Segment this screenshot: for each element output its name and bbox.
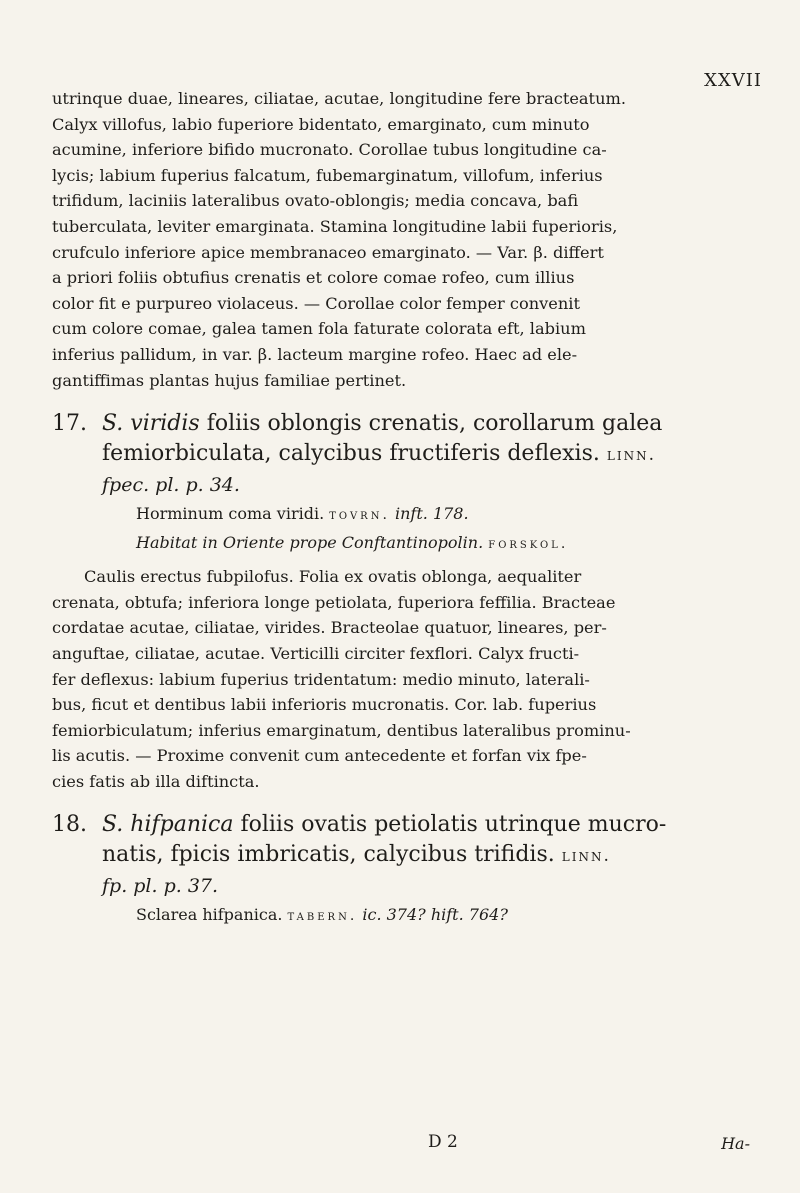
species-entry-18 bbox=[52, 810, 760, 930]
reference: fpec. pl. p. 34. bbox=[102, 474, 240, 497]
authority: linn. bbox=[561, 846, 611, 867]
text-line: color fit e purpureo violaceus. — Corollae color femper convenit bbox=[52, 293, 580, 313]
text-line: inferius pallidum, in var. β. lacteum margine rofeo. Haec ad ele- bbox=[52, 344, 578, 364]
synonym bbox=[52, 901, 760, 930]
text-line: a priori foliis obtufius crenatis et colore comae rofeo, cum illius bbox=[52, 268, 575, 288]
species-number: 17. bbox=[52, 411, 87, 437]
species-number: 18. bbox=[52, 812, 87, 838]
text-line: anguftae, ciliatae, acutae. Verticilli circiter fexflori. Calyx fructi- bbox=[52, 643, 580, 663]
authority: linn. bbox=[606, 445, 656, 466]
text-line: cum colore comae, galea tamen fola faturate colorata eft, labium bbox=[52, 319, 586, 339]
text-line: bus, ficut et dentibus labii inferioris mucronatis. Cor. lab. fuperius bbox=[52, 695, 597, 715]
text-line: trifidum, laciniis lateralibus ovato-oblongis; media concava, bafi bbox=[52, 191, 579, 211]
text-line: acumine, inferiore bifido mucronato. Corollae tubus longitudine ca- bbox=[52, 140, 607, 160]
diagnosis-line: foliis ovatis petiolatis utrinque mucro- bbox=[240, 812, 667, 838]
synonym bbox=[52, 500, 760, 529]
page-number: XXVII bbox=[704, 70, 762, 91]
catchword: Ha- bbox=[721, 1134, 750, 1153]
text-line: cordatae acutae, ciliatae, virides. Bracteolae quatuor, lineares, per- bbox=[52, 618, 607, 638]
synonym-reference: ic. 374? hift. 764? bbox=[362, 905, 508, 925]
habitat-author: forskol. bbox=[488, 536, 569, 553]
text-line: fer deflexus: labium fuperius tridentatum: medio minuto, laterali- bbox=[52, 669, 590, 689]
diagnosis-line: foliis oblongis crenatis, corollarum galea bbox=[206, 411, 663, 437]
text-line: lis acutis. — Proxime convenit cum antecedente et forfan vix fpe- bbox=[52, 746, 587, 766]
text-line: crufculo inferiore apice membranaceo emarginato. — Var. β. differt bbox=[52, 242, 604, 262]
text-line: Calyx villofus, labio fuperiore bidentato, emarginato, cum minuto bbox=[52, 114, 590, 134]
synonym-text: Sclarea hifpanica. bbox=[136, 905, 283, 925]
text-line: lycis; labium fuperius falcatum, fubemarginatum, villofum, inferius bbox=[52, 165, 603, 185]
synonym-author: tabern. bbox=[287, 908, 358, 925]
signature-mark: D 2 bbox=[428, 1132, 458, 1152]
species-diagnosis bbox=[52, 810, 760, 871]
text-line: gantiffimas plantas hujus familiae pertinet. bbox=[52, 370, 407, 390]
species-description bbox=[52, 564, 760, 794]
text-line: tuberculata, leviter emarginata. Stamina longitudine labii fuperioris, bbox=[52, 216, 618, 236]
text-line: cies fatis ab illa diftincta. bbox=[52, 771, 260, 791]
diagnosis-line: femiorbiculata, calycibus fructiferis deflexis. bbox=[102, 441, 600, 467]
diagnosis-line: natis, fpicis imbricatis, calycibus trifidis. bbox=[102, 842, 555, 868]
spacer bbox=[52, 393, 760, 409]
reference: fp. pl. p. 37. bbox=[102, 875, 219, 898]
synonym-author: tovrn. bbox=[329, 507, 390, 524]
species-name: S. hifpanica bbox=[102, 812, 234, 838]
synonym-text: Horminum coma viridi. bbox=[136, 504, 325, 524]
text-line: utrinque duae, lineares, ciliatae, acutae, longitudine fere bracteatum. bbox=[52, 89, 626, 108]
species-diagnosis bbox=[52, 409, 760, 470]
intro-paragraph bbox=[52, 86, 760, 393]
species-entry-17 bbox=[52, 409, 760, 794]
text-line: femiorbiculatum; inferius emarginatum, dentibus lateralibus prominu- bbox=[52, 720, 631, 740]
habitat bbox=[52, 529, 760, 558]
habitat-text: Habitat in Oriente prope Conftantinopolin. bbox=[136, 533, 484, 553]
synonym-reference: inft. 178. bbox=[395, 504, 469, 524]
text-line: crenata, obtufa; inferiora longe petiolata, fuperiora feffilia. Bracteae bbox=[52, 592, 616, 612]
text-line: Caulis erectus fubpilofus. Folia ex ovatis oblonga, aequaliter bbox=[84, 567, 582, 587]
species-name: S. viridis bbox=[102, 411, 200, 437]
